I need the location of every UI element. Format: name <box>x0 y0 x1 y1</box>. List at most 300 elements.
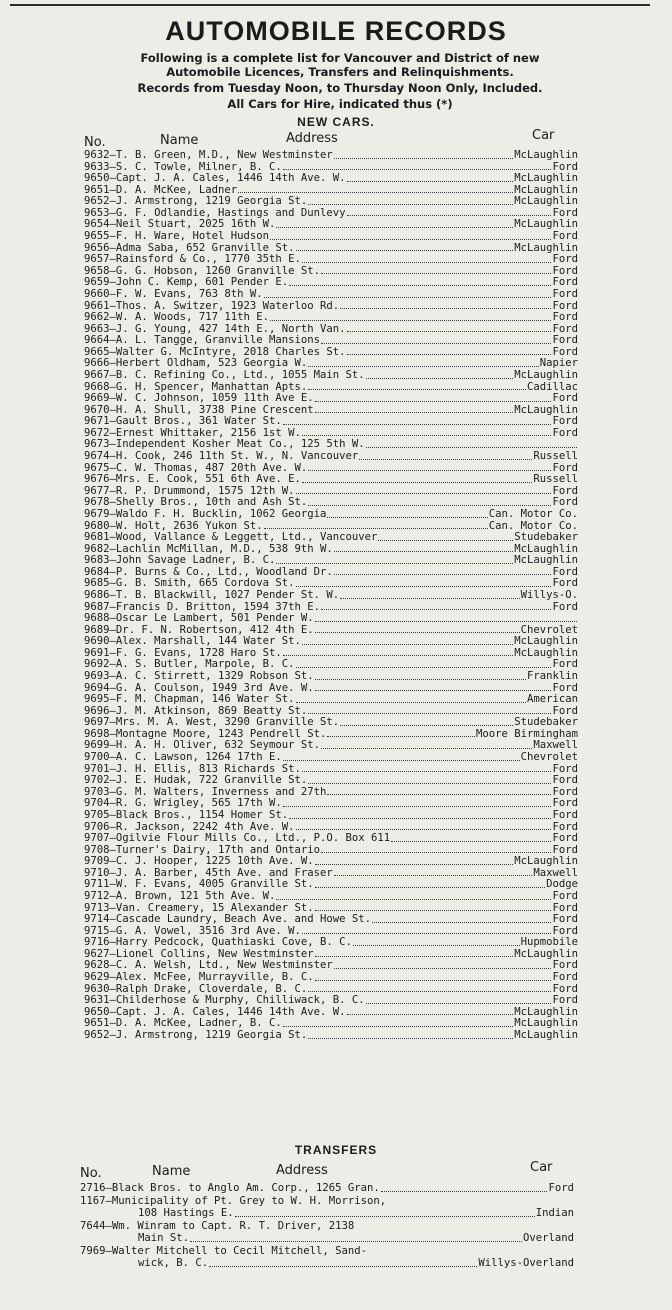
dot-leader <box>366 378 514 379</box>
dash-separator: — <box>109 578 116 590</box>
dash-separator: — <box>109 960 116 972</box>
car-make: Cadillac <box>526 381 578 393</box>
owner-and-address: W. F. Evans, 4005 Granville St. <box>115 879 314 891</box>
dash-separator: — <box>109 659 116 671</box>
record-number: 9660 <box>84 288 110 300</box>
table-row <box>84 1030 578 1042</box>
dash-separator: — <box>109 624 116 636</box>
record-number: 9701 <box>84 763 110 775</box>
transfer-row-continuation <box>80 1257 574 1270</box>
car-make: Studebaker <box>514 532 578 544</box>
transfer-address: 108 Hastings E. <box>138 1207 234 1219</box>
owner-and-address: J. E. Hudak, 722 Granville St. <box>115 775 308 787</box>
owner-and-address: Adma Saba, 652 Granville St. <box>115 242 295 254</box>
dot-leader <box>327 794 551 795</box>
dot-leader <box>315 980 552 981</box>
car-make: Dodge <box>546 879 578 891</box>
dash-separator: — <box>109 161 116 173</box>
dot-leader <box>321 273 551 274</box>
dot-leader <box>308 366 538 367</box>
dot-leader <box>238 192 513 193</box>
dot-leader <box>334 158 513 159</box>
record-number: 9668 <box>84 381 110 393</box>
transfer-address: Main St. <box>138 1232 190 1244</box>
dot-leader <box>302 933 552 934</box>
dash-separator: — <box>109 312 116 324</box>
dash-separator: — <box>109 381 116 393</box>
car-make: Ford <box>552 416 578 428</box>
car-make: Ford <box>552 809 578 821</box>
owner-and-address: Black Bros., 1154 Homer St. <box>115 809 289 821</box>
intro-line-1: Following is a complete list for Vancouver and District of new <box>140 51 540 65</box>
record-number: 9697 <box>84 717 110 729</box>
owner-and-address: C. J. Hooper, 1225 10th Ave. W. <box>115 856 314 868</box>
table-row <box>84 602 578 614</box>
dot-leader <box>308 204 513 205</box>
car-make: McLaughlin <box>514 173 578 185</box>
dot-leader <box>347 331 552 332</box>
table-row <box>84 301 578 313</box>
car-make: Ford <box>552 254 578 266</box>
dash-separator: — <box>109 705 116 717</box>
record-number: 9665 <box>84 346 110 358</box>
car-make: Ford <box>552 798 578 810</box>
transfer-row <box>80 1220 574 1233</box>
record-number: 9675 <box>84 462 110 474</box>
record-number: 9633 <box>84 161 110 173</box>
owner-and-address: W. C. Johnson, 1059 11th Ave E. <box>115 393 314 405</box>
table-row <box>84 960 578 972</box>
record-number: 9650 <box>84 173 110 185</box>
table-row <box>84 995 578 1007</box>
record-number: 9652 <box>84 196 110 208</box>
dash-separator: — <box>109 323 116 335</box>
dot-leader <box>283 169 552 170</box>
car-make: Ford <box>552 312 578 324</box>
car-make: Ford <box>552 323 578 335</box>
car-make: McLaughlin <box>514 856 578 868</box>
owner-and-address: Capt. J. A. Cales, 1446 14th Ave. W. <box>115 173 346 185</box>
dash-separator: — <box>105 1194 112 1207</box>
dash-separator: — <box>109 231 116 243</box>
record-number: 9657 <box>84 254 110 266</box>
car-make: Franklin <box>526 671 578 683</box>
dot-leader <box>190 1241 522 1242</box>
record-number: 9658 <box>84 265 110 277</box>
transfer-number: 7644 <box>80 1219 106 1232</box>
dash-separator: — <box>109 879 116 891</box>
dot-leader <box>270 320 552 321</box>
record-number: 9685 <box>84 578 110 590</box>
column-header-name: Name <box>160 133 199 148</box>
record-number: 9669 <box>84 393 110 405</box>
record-number: 9711 <box>84 879 110 891</box>
car-make: Ford <box>552 960 578 972</box>
record-number: 9662 <box>84 312 110 324</box>
dash-separator: — <box>109 763 116 775</box>
owner-and-address: W. Holt, 2636 Yukon St. <box>115 520 263 532</box>
dot-leader <box>302 435 552 436</box>
table-row <box>84 567 578 579</box>
dot-leader <box>321 748 532 749</box>
owner-and-address: J. Armstrong, 1219 Georgia St. <box>115 196 308 208</box>
table-row <box>84 636 578 648</box>
dash-separator: — <box>109 752 116 764</box>
owner-and-address: T. B. Blackwill, 1027 Pender St. W. <box>115 589 340 601</box>
owner-and-address: Harry Pedcock, Quathiaski Cove, B. C. <box>115 937 352 949</box>
transfers-header-no: No. <box>80 1166 102 1181</box>
car-make: McLaughlin <box>514 1029 578 1041</box>
dash-separator: — <box>109 1029 116 1041</box>
record-number: 9692 <box>84 659 110 671</box>
new-cars-heading: NEW CARS. <box>297 115 375 129</box>
record-number: 9702 <box>84 775 110 787</box>
table-row <box>84 335 578 347</box>
table-row <box>84 694 578 706</box>
dash-separator: — <box>109 288 116 300</box>
car-make: Ford <box>552 705 578 717</box>
owner-and-address: H. Cook, 246 11th St. W., N. Vancouver <box>115 451 359 463</box>
record-number: 9678 <box>84 497 110 509</box>
owner-and-address: J. M. Atkinson, 869 Beatty St. <box>115 705 308 717</box>
car-make: Ford <box>552 983 578 995</box>
dot-leader <box>296 250 514 251</box>
transfer-car-make: Overland <box>522 1232 574 1244</box>
intro-line-4: All Cars for Hire, indicated thus (*) <box>227 97 453 111</box>
record-number: 9708 <box>84 844 110 856</box>
owner-and-address: Capt. J. A. Cales, 1446 14th Ave. W. <box>115 1006 346 1018</box>
table-row <box>84 243 578 255</box>
record-number: 9695 <box>84 694 110 706</box>
record-number: 9664 <box>84 335 110 347</box>
car-make: Ford <box>552 265 578 277</box>
dash-separator: — <box>109 497 116 509</box>
transfer-parties: Wm. Winram to Capt. R. T. Driver, 2138 <box>111 1219 355 1232</box>
owner-and-address: F. W. Evans, 763 8th W. <box>115 288 263 300</box>
car-make: McLaughlin <box>514 543 578 555</box>
dot-leader <box>378 540 513 541</box>
dash-separator: — <box>109 636 116 648</box>
car-make: Ford <box>552 578 578 590</box>
table-row <box>84 231 578 243</box>
dot-leader <box>347 1014 514 1015</box>
dash-separator: — <box>105 1219 112 1232</box>
intro-line-2: Automobile Licences, Transfers and Relinquishments. <box>166 65 514 79</box>
dot-leader <box>347 181 514 182</box>
transfer-row <box>80 1245 574 1258</box>
transfer-number: 2716 <box>80 1182 106 1194</box>
car-make: Ford <box>552 682 578 694</box>
record-number: 9653 <box>84 207 110 219</box>
record-number: 9684 <box>84 566 110 578</box>
table-row <box>84 590 578 602</box>
table-row <box>84 393 578 405</box>
record-number: 9693 <box>84 671 110 683</box>
table-row <box>84 382 578 394</box>
transfer-number: 1167 <box>80 1194 106 1207</box>
table-row <box>84 1018 578 1030</box>
dash-separator: — <box>109 427 116 439</box>
owner-and-address: Alex. McFee, Murrayville, B. C. <box>115 972 314 984</box>
car-make: McLaughlin <box>514 636 578 648</box>
column-header-car: Car <box>532 128 555 143</box>
transfers-header-name: Name <box>152 1164 191 1179</box>
table-row <box>84 289 578 301</box>
car-make: Ford <box>552 659 578 671</box>
car-make: McLaughlin <box>514 184 578 196</box>
owner-and-address: Alex. Marshall, 144 Water St. <box>115 636 301 648</box>
owner-and-address: G. B. Smith, 665 Cordova St. <box>115 578 295 590</box>
owner-and-address: F. G. Evans, 1728 Haro St. <box>115 647 282 659</box>
table-row <box>84 266 578 278</box>
car-make: Chevrolet <box>520 752 578 764</box>
table-row <box>84 486 578 498</box>
dash-separator: — <box>109 300 116 312</box>
owner-and-address: R. P. Drummond, 1575 12th W. <box>115 485 295 497</box>
dot-leader <box>276 899 551 900</box>
record-number: 9698 <box>84 728 110 740</box>
dash-separator: — <box>109 520 116 532</box>
dash-separator: — <box>109 902 116 914</box>
dot-leader <box>276 563 513 564</box>
transfer-row-continuation <box>80 1232 574 1245</box>
owner-and-address: Thos. A. Switzer, 1923 Waterloo Rd. <box>115 300 340 312</box>
record-number: 9656 <box>84 242 110 254</box>
dot-leader <box>302 262 552 263</box>
dot-leader <box>315 956 514 957</box>
table-row <box>84 277 578 289</box>
dot-leader <box>296 702 526 703</box>
table-row <box>84 497 578 509</box>
transfer-parties: Black Bros. to Anglo Am. Corp., 1265 Gran. <box>111 1182 380 1194</box>
dot-leader <box>321 852 551 853</box>
dot-leader <box>334 875 533 876</box>
dot-leader <box>327 517 487 518</box>
owner-and-address: C. W. Thomas, 487 20th Ave. W. <box>115 462 308 474</box>
dash-separator: — <box>109 485 116 497</box>
table-row <box>84 914 578 926</box>
car-make: Ford <box>552 902 578 914</box>
car-make: Ford <box>552 485 578 497</box>
car-make: Ford <box>552 821 578 833</box>
record-number: 9706 <box>84 821 110 833</box>
owner-and-address: Rainsford & Co., 1770 35th E. <box>115 254 301 266</box>
table-row <box>84 683 578 695</box>
car-make: Ford <box>552 288 578 300</box>
dash-separator: — <box>109 589 116 601</box>
table-row <box>84 416 578 428</box>
owner-and-address: G. M. Walters, Inverness and 27th <box>115 786 327 798</box>
table-row <box>84 798 578 810</box>
car-make: Chevrolet <box>520 624 578 636</box>
record-number: 9688 <box>84 613 110 625</box>
owner-and-address: Mrs. M. A. West, 3290 Granville St. <box>115 717 340 729</box>
table-row <box>84 775 578 787</box>
dash-separator: — <box>109 242 116 254</box>
table-row <box>84 185 578 197</box>
record-number: 9672 <box>84 427 110 439</box>
dash-separator: — <box>109 647 116 659</box>
owner-and-address: D. A. McKee, Ladner, B. C. <box>115 1018 282 1030</box>
owner-and-address: Turner's Dairy, 17th and Ontario <box>115 844 321 856</box>
car-make: Ford <box>552 566 578 578</box>
owner-and-address: C. A. Welsh, Ltd., New Westminster <box>115 960 333 972</box>
car-make: Ford <box>552 393 578 405</box>
table-row <box>84 254 578 266</box>
record-number: 9710 <box>84 867 110 879</box>
car-make: Ford <box>552 972 578 984</box>
record-number: 9687 <box>84 601 110 613</box>
owner-and-address: Walter G. McIntyre, 2018 Charles St. <box>115 346 346 358</box>
dash-separator: — <box>109 694 116 706</box>
dot-leader <box>308 713 551 714</box>
dash-separator: — <box>109 474 116 486</box>
dot-leader <box>366 1003 552 1004</box>
dot-leader <box>347 215 552 216</box>
record-number: 9704 <box>84 798 110 810</box>
car-make: Ford <box>552 231 578 243</box>
table-row <box>84 358 578 370</box>
table-row <box>84 764 578 776</box>
record-number: 9683 <box>84 555 110 567</box>
dot-leader <box>315 864 514 865</box>
dot-leader <box>353 945 520 946</box>
car-make: Can. Motor Co. <box>488 520 578 532</box>
dot-leader <box>283 1026 513 1027</box>
dash-separator: — <box>109 451 116 463</box>
record-number: 9705 <box>84 809 110 821</box>
car-make: McLaughlin <box>514 404 578 416</box>
table-row <box>84 312 578 324</box>
owner-and-address: P. Burns & Co., Ltd., Woodland Dr. <box>115 566 333 578</box>
owner-and-address: R. G. Wrigley, 565 17th W. <box>115 798 282 810</box>
dash-separator: — <box>109 833 116 845</box>
dot-leader <box>296 667 552 668</box>
dot-leader <box>315 621 577 622</box>
owner-and-address: John C. Kemp, 601 Pender E. <box>115 277 289 289</box>
owner-and-address: G. F. Odlandie, Hastings and Dunlevy <box>115 207 346 219</box>
dash-separator: — <box>109 532 116 544</box>
table-row <box>84 903 578 915</box>
dot-leader <box>321 609 551 610</box>
dot-leader <box>315 412 514 413</box>
dash-separator: — <box>109 184 116 196</box>
table-row <box>84 474 578 486</box>
table-row <box>84 845 578 857</box>
dot-leader <box>296 586 552 587</box>
owner-and-address: Van. Creamery, 15 Alexander St. <box>115 902 314 914</box>
record-number: 9666 <box>84 358 110 370</box>
record-number: 9670 <box>84 404 110 416</box>
dot-leader <box>340 308 551 309</box>
dot-leader <box>315 679 526 680</box>
owner-and-address: Lachlin McMillan, M.D., 538 9th W. <box>115 543 333 555</box>
owner-and-address: Ernest Whittaker, 2156 1st W. <box>115 427 301 439</box>
transfer-number: 7969 <box>80 1244 106 1257</box>
record-number: 9680 <box>84 520 110 532</box>
dash-separator: — <box>109 995 116 1007</box>
table-row <box>84 984 578 996</box>
car-make: McLaughlin <box>514 242 578 254</box>
table-row <box>84 752 578 764</box>
owner-and-address: H. A. Shull, 3738 Pine Crescent <box>115 404 314 416</box>
record-number: 9630 <box>84 983 110 995</box>
transfers-heading: TRANSFERS <box>294 1143 378 1157</box>
record-number: 9674 <box>84 451 110 463</box>
car-make: McLaughlin <box>514 219 578 231</box>
transfer-car-make: Indian <box>535 1207 574 1219</box>
dash-separator: — <box>109 786 116 798</box>
table-row <box>84 219 578 231</box>
table-row <box>84 625 578 637</box>
car-make: Ford <box>552 427 578 439</box>
transfer-car-make: Willys-Overland <box>478 1257 574 1269</box>
dot-leader <box>372 922 551 923</box>
dot-leader <box>315 401 552 402</box>
owner-and-address: J. Armstrong, 1219 Georgia St. <box>115 1029 308 1041</box>
table-row <box>84 879 578 891</box>
dot-leader <box>308 470 551 471</box>
table-row <box>84 555 578 567</box>
car-make: Ford <box>552 161 578 173</box>
dash-separator: — <box>109 775 116 787</box>
owner-and-address: A. S. Butler, Marpole, B. C. <box>115 659 295 671</box>
car-make: McLaughlin <box>514 369 578 381</box>
owner-and-address: J. G. Young, 427 14th E., North Van. <box>115 323 346 335</box>
car-make: Ford <box>552 786 578 798</box>
table-row <box>84 208 578 220</box>
record-number: 9651 <box>84 1018 110 1030</box>
record-number: 9682 <box>84 543 110 555</box>
dash-separator: — <box>109 856 116 868</box>
table-row <box>84 810 578 822</box>
owner-and-address: Shelly Bros., 10th and Ash St. <box>115 497 308 509</box>
dash-separator: — <box>109 740 116 752</box>
record-number: 9677 <box>84 485 110 497</box>
dot-leader <box>308 783 551 784</box>
owner-and-address: B. C. Refining Co., Ltd., 1055 Main St. <box>115 369 365 381</box>
dash-separator: — <box>109 717 116 729</box>
record-number: 9673 <box>84 439 110 451</box>
record-number: 9713 <box>84 902 110 914</box>
dot-leader <box>315 632 520 633</box>
dash-separator: — <box>109 844 116 856</box>
car-make: McLaughlin <box>514 196 578 208</box>
record-number: 9699 <box>84 740 110 752</box>
dash-separator: — <box>109 671 116 683</box>
car-make: Ford <box>552 891 578 902</box>
owner-and-address: G. G. Hobson, 1260 Granville St. <box>115 265 321 277</box>
table-row <box>84 613 578 625</box>
car-make: Moore Birmingham <box>475 728 578 740</box>
table-row <box>84 428 578 440</box>
dash-separator: — <box>109 914 116 926</box>
dot-leader <box>283 424 552 425</box>
owner-and-address: Neil Stuart, 2025 16th W. <box>115 219 276 231</box>
car-make: Ford <box>552 844 578 856</box>
intro-line-3: Records from Tuesday Noon, to Thursday Noon Only, Included. <box>137 81 543 95</box>
dash-separator: — <box>109 543 116 555</box>
table-row <box>84 648 578 660</box>
table-row <box>84 729 578 741</box>
record-number: 9663 <box>84 323 110 335</box>
car-make: Ford <box>552 335 578 347</box>
table-row <box>84 787 578 799</box>
table-row <box>84 532 578 544</box>
record-number: 9628 <box>84 960 110 972</box>
record-number: 9654 <box>84 219 110 231</box>
dash-separator: — <box>109 404 116 416</box>
